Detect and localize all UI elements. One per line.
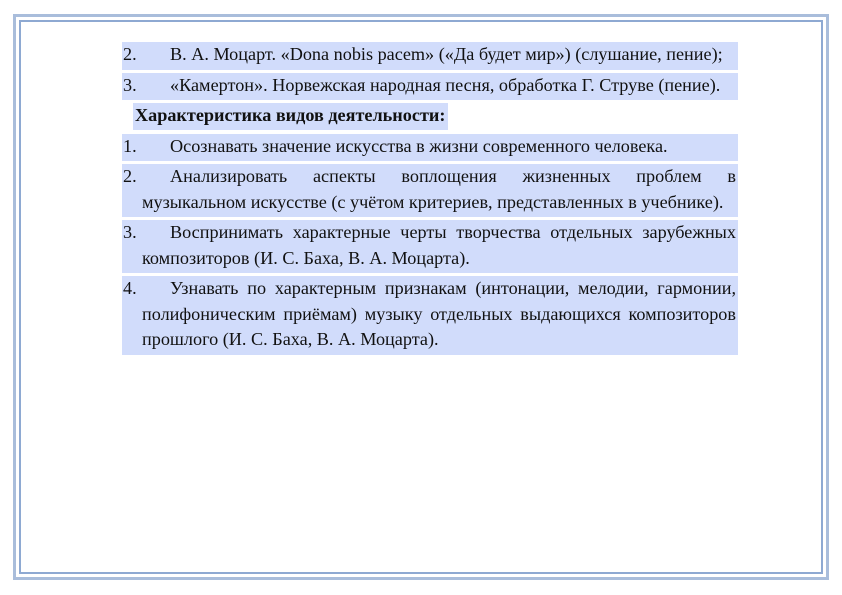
activity-item-4 [122,276,738,355]
item-number: 2. [123,44,137,64]
item-text: Узнавать по характерным признакам (интонации, мелодии, гармонии, полифоническим приёмам) музыку отдельных выдающихся композиторов прошлого (И. С. Баха, В. А. Моцарта). [142,278,736,349]
item-number: 1. [123,135,137,156]
item-text: «Камертон». Норвежская народная песня, обработка Г. Струве (пение). [170,74,721,95]
item-text: Анализировать аспекты воплощения жизненных проблем в музыкальном искусстве (с учётом критериев, представленных в учебнике). [142,166,736,212]
slide-content [122,42,738,358]
activity-item-3 [122,220,738,273]
section-heading: Характеристика видов деятельности: [133,103,448,130]
item-number: 3. [123,74,137,95]
item-number: 2. [123,166,137,186]
activity-item-1 [122,134,738,162]
list-item-music-2 [122,42,738,70]
list-item-music-3 [122,73,738,101]
item-text: Воспринимать характерные черты творчества отдельных зарубежных композиторов (И. С. Баха, В. А. Моцарта). [142,222,736,268]
item-number: 3. [123,222,137,242]
item-text: В. А. Моцарт. «Dona nobis pacem» («Да будет мир») (слушание, пение); [170,44,723,64]
item-text: Осознавать значение искусства в жизни современного человека. [170,135,668,156]
activity-item-2 [122,164,738,217]
item-number: 4. [123,278,137,298]
